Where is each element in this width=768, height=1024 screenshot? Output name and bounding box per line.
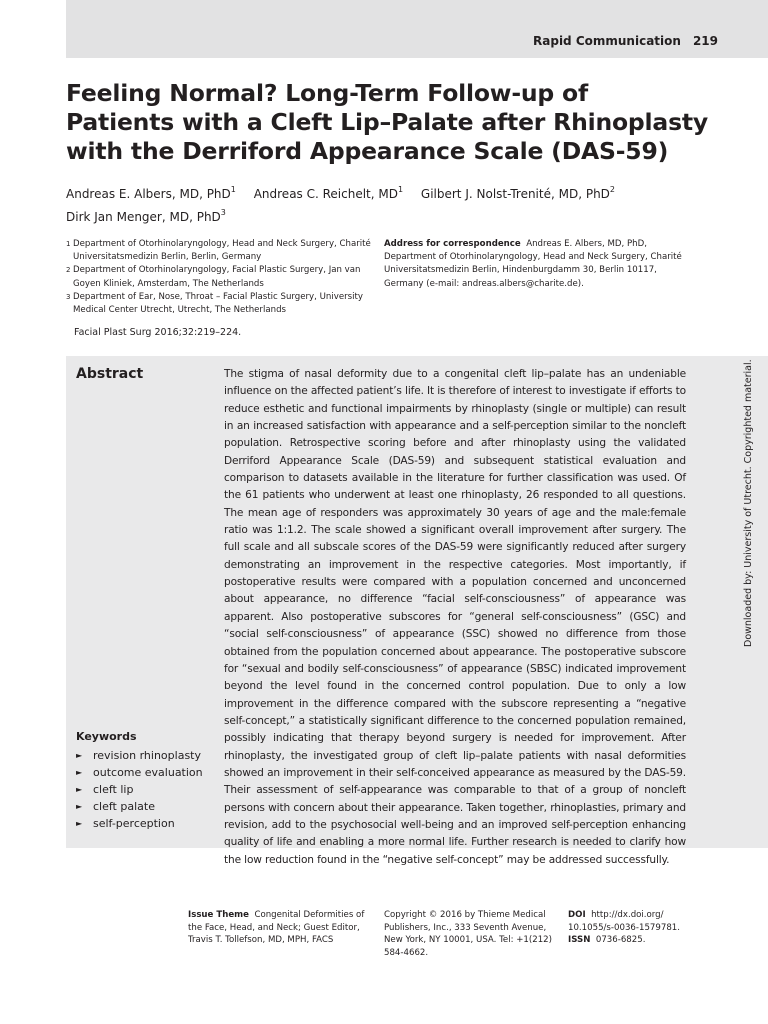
arrow-icon: ► — [76, 751, 83, 760]
affiliation: 3 Department of Ear, Nose, Throat – Facial Plastic Surgery, University Medical Center Utrecht, Utrecht, The Netherlands — [66, 291, 363, 316]
correspondence-label: Address for correspondence — [384, 239, 521, 249]
running-head — [533, 34, 718, 48]
correspondence-text: Andreas E. Albers, MD, PhD, Department of Otorhinolaryngology, Head and Neck Surgery, Charité Universitatsmedizin Berlin, Hindenburgdamm 30, Berlin 10117, Germany (e-mail: andreas.albers@charite.de). — [384, 239, 682, 289]
doi-issn: DOI http://dx.doi.org/ 10.1055/s-0036-1579781. ISSN 0736-6825. — [568, 910, 680, 946]
author: Dirk Jan Menger, MD, PhD$^3$ — [66, 208, 226, 224]
keyword-item: ► outcome evaluation — [76, 766, 203, 779]
abstract-text: The stigma of nasal deformity due to a congenital cleft lip–palate has an undeniable influence on the affected patient’s life. It is therefore of interest to investigate if efforts to reduce esthetic and functional impairments by rhinoplasty (single or multiple) can result in an increased satisfaction with appearance and a self-perception similar to the noncleft population. Retrospective scoring before and after rhinoplasty using the validated Derriford Appearance Scale (DAS-59) and subsequent statistical evaluation and comparison to datasets available in the literature for further classification was used. Of the 61 patients who underwent at least one rhinoplasty, 26 responded to all questions. The mean age of responders was approximately 30 years of age and the male:female ratio was 1:1.2. The scale showed a significant overall improvement after surgery. The full scale and all subscale scores of the DAS-59 were significantly reduced after surgery demonstrating an improvement in the respective categories. Most importantly, if postoperative results were compared with a population concerned and unconcerned about appearance, no difference “facial self-consciousness” of appearance was apparent. Also postoperative subscores for “general self-consciousness” (GSC) and “social self-consciousness” of appearance (SSC) showed no difference from those obtained from the population concerned about appearance. The postoperative subscore for “sexual and bodily self-consciousness” of appearance (SBSC) indicated improvement beyond the level found in the concerned control population. Due to only a low improvement in the difference compared with the subscore representing a “negative self-concept,” a statistically significant difference to the concerned population remained, possibly indicating that therapy beyond surgery is needed for improvement. After rhinoplasty, the investigated group of cleft lip–palate patients with nasal deformities showed an improvement in their self-conceived appearance as measured by the DAS-59. Their assessment of self-appearance was comparable to that of a group of noncleft persons with concern about their appearance. Taken together, rhinoplasties, primary and revision, add to the psychosocial well-being and an improved self-perception enhancing quality of life and enabling a more normal life. Further research is needed to clarify how the low reduction found in the “negative self-concept” may be addressed successfully. — [224, 368, 686, 866]
title-line: Feeling Normal? Long-Term Follow-up of — [66, 79, 588, 107]
arrow-icon: ► — [76, 768, 83, 777]
keyword-item: ► cleft lip — [76, 783, 134, 796]
keyword-item: ► cleft palate — [76, 800, 155, 813]
arrow-icon: ► — [76, 785, 83, 794]
author: Gilbert J. Nolst-Trenité, MD, PhD$^2$ — [420, 185, 616, 201]
arrow-icon: ► — [76, 819, 83, 828]
affiliation: 1 Department of Otorhinolaryngology, Head and Neck Surgery, Charité Universitatsmedizin Berlin, Berlin, Germany — [66, 239, 371, 263]
author: Andreas C. Reichelt, $MD^1$ — [253, 185, 404, 201]
page-number: 219 — [692, 34, 718, 48]
keyword-item: ► self-perception — [76, 817, 175, 830]
section-label: Rapid Communication — [533, 34, 681, 48]
citation: Facial Plast Surg 2016;32:219–224. — [74, 327, 242, 338]
correspondence-address — [384, 238, 694, 291]
arrow-icon: ► — [76, 802, 83, 811]
doi-link[interactable]: http://dx.doi.org/ 10.1055/s-0036-1579781. — [568, 910, 680, 933]
author-list — [66, 181, 706, 227]
article-title — [66, 79, 709, 166]
keywords-list — [76, 747, 203, 832]
keyword-item: ► revision rhinoplasty — [76, 749, 201, 762]
keywords-heading: Keywords — [76, 730, 137, 743]
abstract-heading: Abstract — [76, 366, 144, 382]
issue-theme: Issue Theme Congenital Deformities of the Face, Head, and Neck; Guest Editor, Travis T. Tollefson, MD, MPH, FACS — [188, 910, 365, 946]
author: Andreas E. Albers, MD, PhD$^1$ — [66, 185, 236, 201]
copyright-notice: Copyright © 2016 by Thieme Medical Publishers, Inc., 333 Seventh Avenue, New York, NY 10001, USA. Tel: +1(212) 584-4662. — [384, 910, 552, 958]
download-watermark: Downloaded by: University of Utrecht. Copyrighted material. — [743, 359, 754, 647]
header-band — [66, 0, 768, 58]
title-line: Patients with a Cleft Lip–Palate after Rhinoplasty — [66, 108, 709, 136]
title-line: with the Derriford Appearance Scale (DAS-59) — [66, 137, 669, 165]
affiliations — [66, 238, 371, 317]
affiliation: 2 Department of Otorhinolaryngology, Facial Plastic Surgery, Jan van Goyen Kliniek, Amsterdam, The Netherlands — [66, 265, 361, 289]
